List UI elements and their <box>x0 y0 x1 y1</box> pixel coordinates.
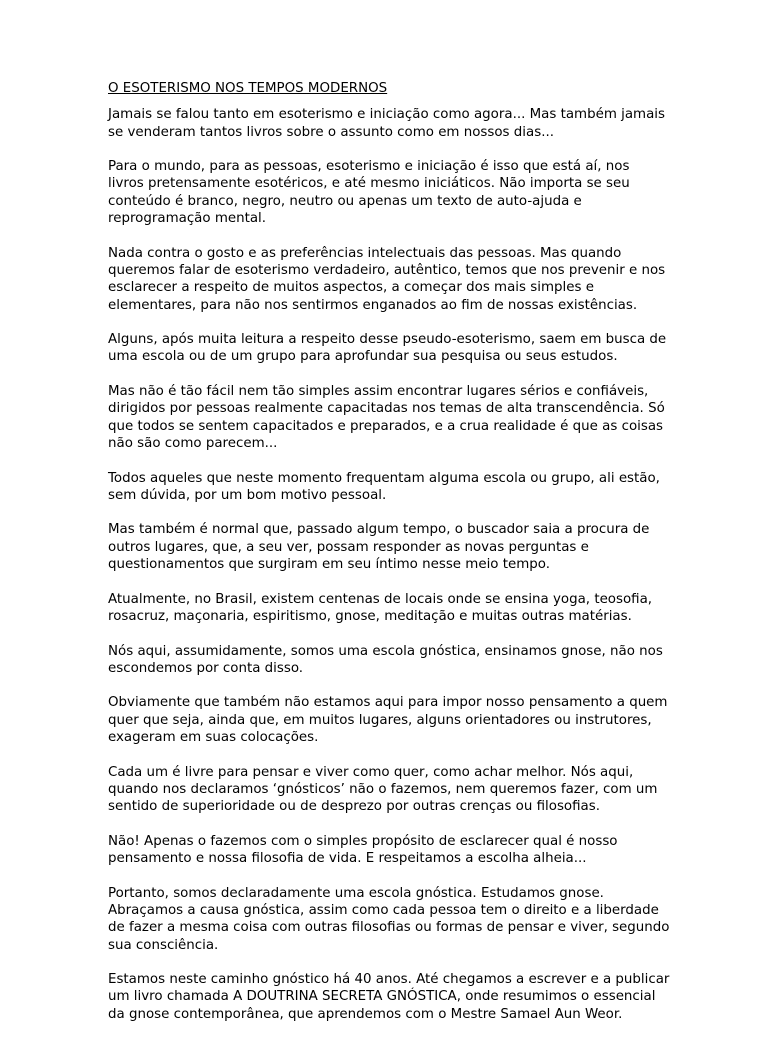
paragraph <box>108 106 668 141</box>
paragraph <box>108 158 668 227</box>
paragraph-line: Obviamente que também não estamos aqui para impor nosso pensamento a quem <box>108 695 668 711</box>
paragraph-line: reprogramação mental. <box>108 211 267 227</box>
paragraph-line: se venderam tantos livros sobre o assunto como em nossos dias... <box>108 124 554 140</box>
paragraph-line: Estamos neste caminho gnóstico há 40 anos. Até chegamos a escrever e a publicar <box>108 972 670 988</box>
paragraph-line: Para o mundo, para as pessoas, esoterismo e iniciação é isso que está aí, nos <box>108 159 630 175</box>
paragraph <box>108 833 668 868</box>
paragraph-line: Todos aqueles que neste momento frequentam alguma escola ou grupo, ali estão, <box>108 470 660 486</box>
paragraph <box>108 470 668 505</box>
paragraph-line: sua consciência. <box>108 937 219 953</box>
paragraph-line: que todos se sentem capacitados e preparados, e a crua realidade é que as coisas <box>108 418 664 434</box>
paragraph-line: outros lugares, que, a seu ver, possam responder as novas perguntas e <box>108 539 589 555</box>
paragraph <box>108 764 668 816</box>
paragraph-line: uma escola ou de um grupo para aprofundar sua pesquisa ou seus estudos. <box>108 349 618 365</box>
paragraph-line: quer que seja, ainda que, em muitos lugares, alguns orientadores ou instrutores, <box>108 712 652 728</box>
paragraph-line: Não! Apenas o fazemos com o simples propósito de esclarecer qual é nosso <box>108 833 618 849</box>
paragraph-line: pensamento e nossa filosofia de vida. E respeitamos a escolha alheia... <box>108 851 587 867</box>
paragraph <box>108 383 668 452</box>
paragraph <box>108 643 668 678</box>
paragraph-line: queremos falar de esoterismo verdadeiro, autêntico, temos que nos prevenir e nos <box>108 262 666 278</box>
paragraph-line: Mas também é normal que, passado algum tempo, o buscador saia a procura de <box>108 522 650 538</box>
paragraph-line: quando nos declaramos ‘gnósticos’ não o fazemos, nem queremos fazer, com um <box>108 781 658 797</box>
paragraph-line: sem dúvida, por um bom motivo pessoal. <box>108 487 387 503</box>
paragraph-line: exageram em suas colocações. <box>108 729 319 745</box>
paragraph <box>108 521 668 573</box>
paragraph-line: de fazer a mesma coisa com outras filosofias ou formas de pensar e viver, segundo <box>108 920 670 936</box>
paragraph-line: um livro chamada A DOUTRINA SECRETA GNÓSTICA, onde resumimos o essencial <box>108 989 656 1005</box>
document-page <box>108 80 668 1040</box>
paragraph-line: Mas não é tão fácil nem tão simples assim encontrar lugares sérios e confiáveis, <box>108 384 649 400</box>
paragraph <box>108 694 668 746</box>
paragraph <box>108 591 668 626</box>
paragraph-line: esclarecer a respeito de muitos aspectos, a começar dos mais simples e <box>108 280 594 296</box>
paragraph-line: Nada contra o gosto e as preferências intelectuais das pessoas. Mas quando <box>108 245 622 261</box>
paragraph-line: conteúdo é branco, negro, neutro ou apenas um texto de auto-ajuda e <box>108 193 582 209</box>
paragraph-line: Atualmente, no Brasil, existem centenas de locais onde se ensina yoga, teosofia, <box>108 591 653 607</box>
paragraph-line: sentido de superioridade ou de desprezo por outras crenças ou filosofias. <box>108 799 600 815</box>
paragraph-line: Alguns, após muita leitura a respeito desse pseudo-esoterismo, saem em busca de <box>108 332 667 348</box>
paragraph-line: da gnose contemporânea, que aprendemos com o Mestre Samael Aun Weor. <box>108 1006 623 1022</box>
paragraph <box>108 885 668 954</box>
paragraph-line: não são como parecem... <box>108 435 278 451</box>
paragraph <box>108 971 668 1023</box>
paragraph-line: elementares, para não nos sentirmos enganados ao fim de nossas existências. <box>108 297 638 313</box>
paragraph-line: Nós aqui, assumidamente, somos uma escola gnóstica, ensinamos gnose, não nos <box>108 643 663 659</box>
paragraph-line: livros pretensamente esotéricos, e até mesmo iniciáticos. Não importa se seu <box>108 176 630 192</box>
paragraph-line: Cada um é livre para pensar e viver como quer, como achar melhor. Nós aqui, <box>108 764 634 780</box>
paragraph-line: dirigidos por pessoas realmente capacitadas nos temas de alta transcendência. Só <box>108 401 665 417</box>
paragraph-line: Portanto, somos declaradamente uma escola gnóstica. Estudamos gnose. <box>108 885 604 901</box>
paragraph-line: Abraçamos a causa gnóstica, assim como cada pessoa tem o direito e a liberdade <box>108 902 659 918</box>
document-body <box>108 106 668 1023</box>
paragraph-line: Jamais se falou tanto em esoterismo e iniciação como agora... Mas também jamais <box>108 107 665 123</box>
paragraph <box>108 245 668 314</box>
paragraph-line: questionamentos que surgiram em seu íntimo nesse meio tempo. <box>108 557 550 573</box>
paragraph-line: escondemos por conta disso. <box>108 660 304 676</box>
paragraph <box>108 331 668 366</box>
document-title: O ESOTERISMO NOS TEMPOS MODERNOS <box>108 81 388 96</box>
paragraph-line: rosacruz, maçonaria, espiritismo, gnose, meditação e muitas outras matérias. <box>108 608 632 624</box>
